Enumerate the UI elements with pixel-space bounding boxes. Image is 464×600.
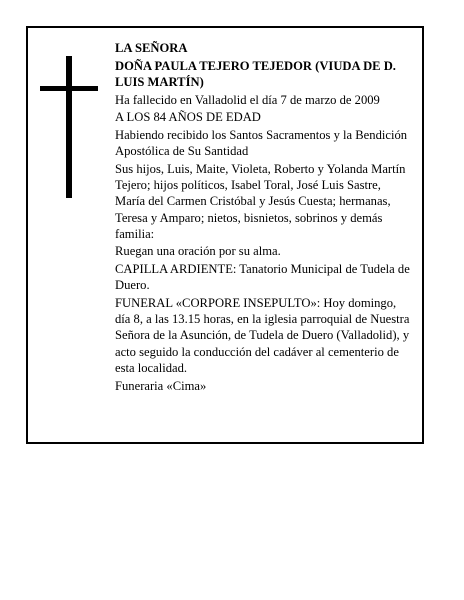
prayer-request: Ruegan una oración por su alma. <box>115 244 281 259</box>
death-statement: Ha fallecido en Valladolid el día 7 de marzo de 2009 <box>115 92 380 107</box>
cross-vertical-bar <box>66 56 72 198</box>
notice-text <box>115 40 413 395</box>
funeral-details: FUNERAL «CORPORE INSEPULTO»: Hoy domingo, día 8, a las 13.15 horas, en la iglesia parroquial de Nuestra Señora de la Asunción, de Tudela de Duero (Valladolid), y acto seguido la conducción del cadáver al cementerio de esta localidad. <box>115 296 410 375</box>
notice-title: LA SEÑORA <box>115 41 188 55</box>
sacraments-statement: Habiendo recibido los Santos Sacramentos y la Bendición Apostólica de Su Santidad <box>115 128 408 159</box>
cross-horizontal-bar <box>40 86 98 91</box>
cross-icon <box>40 56 98 198</box>
age-statement: A LOS 84 AÑOS DE EDAD <box>115 110 261 125</box>
deceased-name: DOÑA PAULA TEJERO TEJEDOR (VIUDA DE D. LUIS MARTÍN) <box>115 58 396 89</box>
funeral-home: Funeraria «Cima» <box>115 378 207 393</box>
family-statement: Sus hijos, Luis, Maite, Violeta, Roberto y Yolanda Martín Tejero; hijos políticos, Isabel Toral, José Luis Sastre, María del Carmen Cristóbal y Jesús Cuesta; hermanas, Teresa y Amparo; nietos, bisnietos, sobrinos y demás familia: <box>115 161 406 241</box>
chapel-details: CAPILLA ARDIENTE: Tanatorio Municipal de Tudela de Duero. <box>115 262 410 293</box>
obituary-notice <box>26 26 424 444</box>
